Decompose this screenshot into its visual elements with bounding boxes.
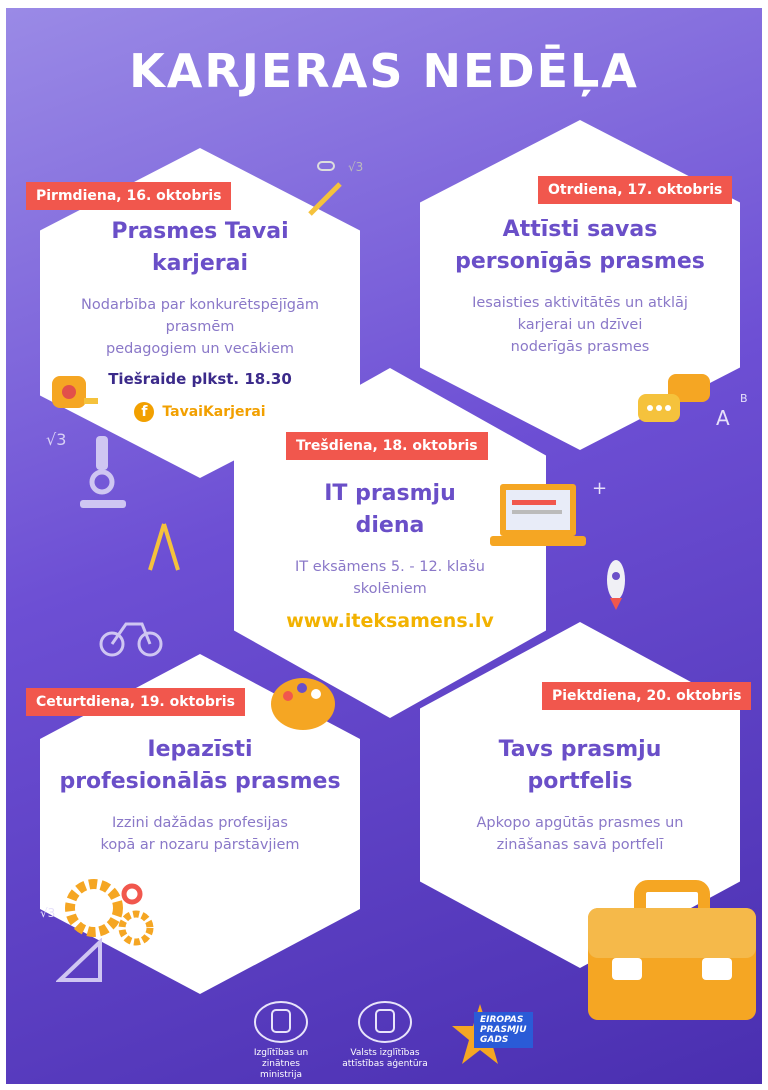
day-label-monday: Pirmdiena, 16. oktobris [26, 182, 231, 210]
sqrt3-mark: √3 [46, 430, 67, 449]
day-label-friday: Piektdiena, 20. oktobris [542, 682, 751, 710]
card-body: Apkopo apgūtās prasmes un zināšanas savā portfelī [476, 815, 684, 853]
card-thursday [50, 734, 350, 856]
website-link[interactable]: www.iteksamens.lv [286, 610, 494, 632]
letter-a-mark: A [716, 406, 730, 430]
card-body: Iesaisties aktivitātēs un atklāj karjerai un dzīvei noderīgās prasmes [472, 295, 688, 355]
day-label-wednesday: Trešdiena, 18. oktobris [286, 432, 488, 460]
card-friday [434, 734, 726, 856]
day-label-thursday: Ceturtdiena, 19. oktobris [26, 688, 245, 716]
plus-mark: + [592, 478, 608, 499]
letter-b-mark: B [740, 392, 748, 405]
logos-row [236, 1000, 566, 1080]
chat-bubbles-icon [634, 370, 714, 434]
microscope-icon [72, 432, 132, 512]
palette-icon [268, 672, 338, 734]
agency-logo: Valsts izglītības attīstības aģentūra [340, 1000, 430, 1070]
bicycle-icon [98, 612, 164, 658]
paperclip-icon [314, 154, 338, 178]
set-square-icon [56, 938, 106, 984]
card-heading: Iepazīsti profesionālās prasmes [59, 737, 341, 794]
eu-skills-year-logo: EIROPAS PRASMJU GADS [450, 1002, 560, 1072]
card-heading: Tavs prasmju portfelis [498, 737, 662, 794]
compass-icon [144, 520, 184, 574]
laptop-icon [490, 480, 586, 556]
page-title: KARJERAS NEDĒĻA [129, 44, 639, 98]
briefcase-icon [584, 878, 760, 1028]
facebook-icon: f [134, 402, 154, 422]
card-body: IT eksāmens 5. - 12. klašu skolēniem [295, 559, 485, 597]
card-tuesday [434, 214, 726, 358]
card-body: Izzini dažādas profesijas kopā ar nozaru pārstāvjiem [100, 815, 300, 853]
tape-measure-icon [50, 372, 100, 412]
pencil-icon [306, 178, 346, 218]
coat-of-arms-icon [236, 1000, 326, 1044]
card-body: Nodarbība par konkurētspējīgām prasmēm pedagogiem un vecākiem [81, 297, 319, 357]
card-heading: Prasmes Tavai karjerai [111, 219, 289, 276]
card-heading: IT prasmju diena [324, 481, 456, 538]
day-label-tuesday: Otrdiena, 17. oktobris [538, 176, 732, 204]
livestream-time: Tiešraide plkst. 18.30 [108, 370, 292, 388]
card-heading: Attīsti savas personīgās prasmes [455, 217, 705, 274]
sqrt3-mark-top: √3 [348, 160, 364, 174]
poster [6, 8, 762, 1084]
facebook-link[interactable]: f TavaiKarjerai [134, 402, 265, 422]
rocket-icon [596, 558, 636, 612]
sqrt3-mark-bottom: √3 [40, 906, 56, 920]
ministry-logo: Izglītības un zinātnes ministrija [236, 1000, 326, 1081]
card-monday [60, 216, 340, 422]
coat-of-arms-icon [340, 1000, 430, 1044]
